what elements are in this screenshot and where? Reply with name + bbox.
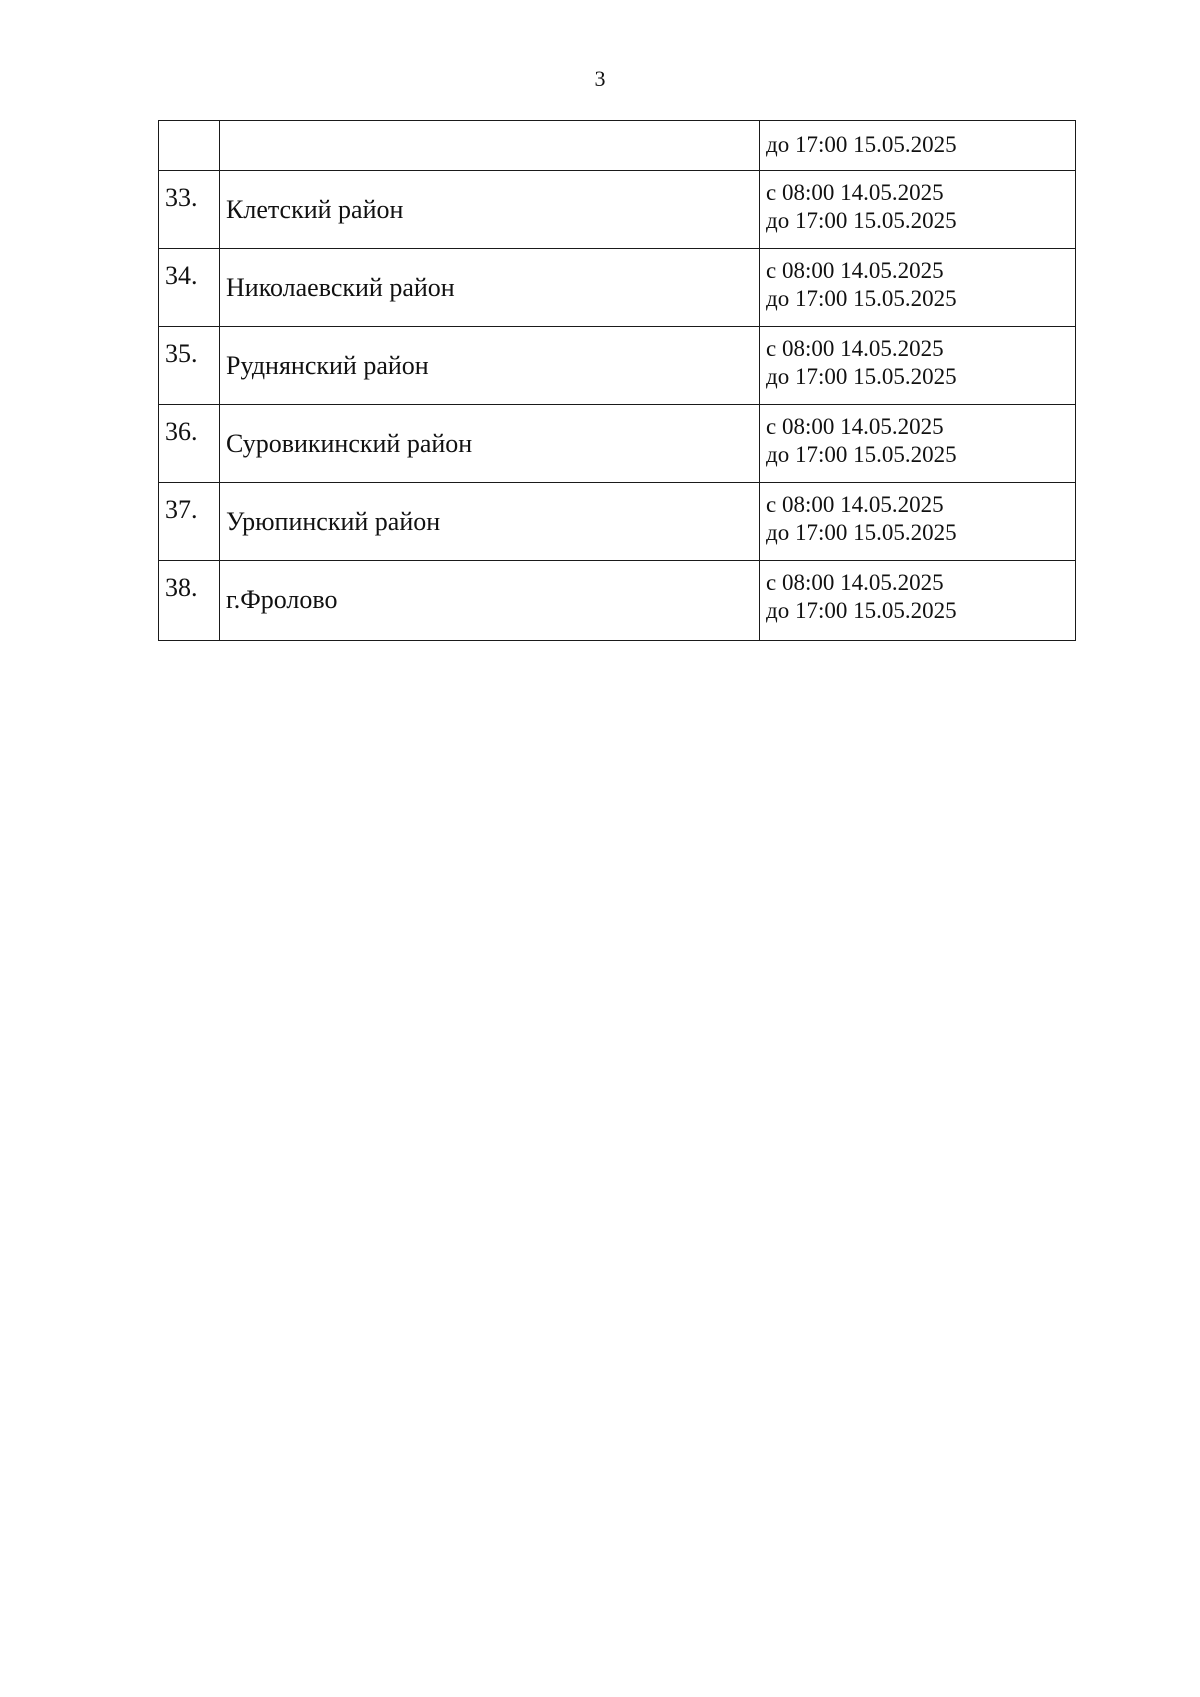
row-number: 37.: [165, 495, 198, 524]
period-cell: [760, 483, 1076, 561]
period-from: с 08:00 14.05.2025: [766, 570, 944, 595]
schedule-table: [158, 120, 1076, 641]
district-name-cell: [220, 121, 760, 171]
table-row: [159, 405, 1076, 483]
row-number-cell: [159, 327, 220, 405]
period-cell: [760, 249, 1076, 327]
row-number-cell: [159, 483, 220, 561]
row-number: 36.: [165, 417, 198, 446]
district-name: Урюпинский район: [226, 507, 441, 536]
period-from: с 08:00 14.05.2025: [766, 336, 944, 361]
period-to: до 17:00 15.05.2025: [766, 520, 957, 545]
row-number: 33.: [165, 183, 198, 212]
row-number: 34.: [165, 261, 198, 290]
district-name-cell: [220, 171, 760, 249]
row-number-cell: [159, 405, 220, 483]
row-number: 38.: [165, 573, 198, 602]
district-name-cell: [220, 405, 760, 483]
row-number-cell: [159, 561, 220, 641]
table-row: [159, 483, 1076, 561]
period-from: с 08:00 14.05.2025: [766, 414, 944, 439]
period-to: до 17:00 15.05.2025: [766, 598, 957, 623]
table-row: [159, 327, 1076, 405]
district-name: Руднянский район: [226, 351, 429, 380]
period-cell: [760, 171, 1076, 249]
row-number-cell: [159, 249, 220, 327]
table-row: [159, 171, 1076, 249]
district-name: Николаевский район: [226, 273, 455, 302]
row-number-cell: [159, 121, 220, 171]
row-number: 35.: [165, 339, 198, 368]
district-name-cell: [220, 327, 760, 405]
table-row: [159, 561, 1076, 641]
period-to: до 17:00 15.05.2025: [766, 132, 957, 157]
district-name: Клетский район: [226, 195, 404, 224]
row-number-cell: [159, 171, 220, 249]
period-cell: [760, 561, 1076, 641]
period-cell: [760, 121, 1076, 171]
district-name: г.Фролово: [226, 585, 338, 614]
table-row: [159, 249, 1076, 327]
page-number: 3: [594, 66, 606, 91]
district-name-cell: [220, 561, 760, 641]
period-from: с 08:00 14.05.2025: [766, 180, 944, 205]
period-to: до 17:00 15.05.2025: [766, 208, 957, 233]
period-from: с 08:00 14.05.2025: [766, 492, 944, 517]
district-name-cell: [220, 483, 760, 561]
period-to: до 17:00 15.05.2025: [766, 442, 957, 467]
table-row-continuation: [159, 121, 1076, 171]
period-cell: [760, 327, 1076, 405]
district-name: Суровикинский район: [226, 429, 473, 458]
period-to: до 17:00 15.05.2025: [766, 286, 957, 311]
period-to: до 17:00 15.05.2025: [766, 364, 957, 389]
period-from: с 08:00 14.05.2025: [766, 258, 944, 283]
district-name-cell: [220, 249, 760, 327]
period-cell: [760, 405, 1076, 483]
